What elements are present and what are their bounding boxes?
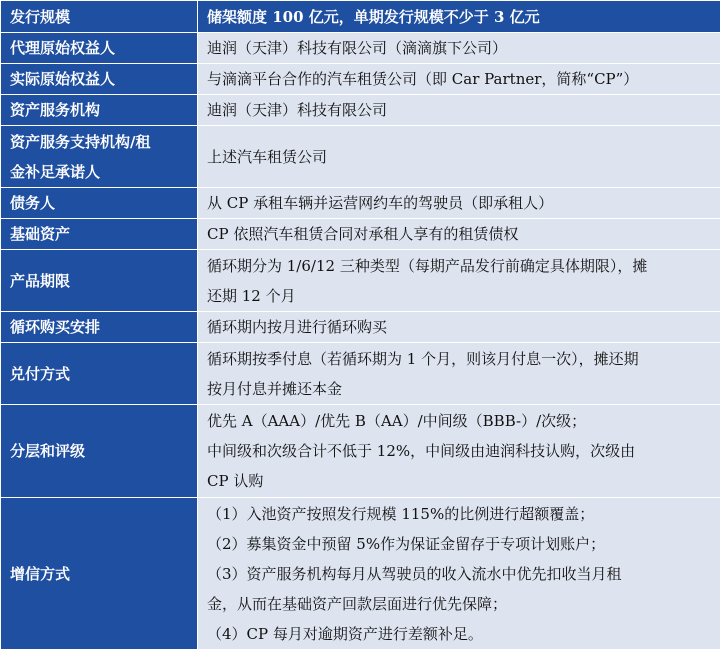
- value-line: 循环期按季付息（若循环期为 1 个月，则该月付息一次），摊还期: [207, 349, 639, 368]
- value-line: 还期 12 个月: [207, 286, 296, 305]
- row-underlying-assets: [1, 219, 721, 250]
- value-line: 迪润（天津）科技有限公司（滴滴旗下公司）: [207, 39, 508, 57]
- label-debtor: 债务人: [1, 188, 198, 219]
- row-tranching-rating: [1, 405, 721, 498]
- value-line: 优先 A（AAA）/优先 B（AA）/中间级（BBB-）/次级；: [207, 412, 587, 430]
- label-actual-originator: 实际原始权益人: [1, 64, 198, 95]
- label-asset-servicer: 资产服务机构: [1, 95, 198, 126]
- row-agent-originator: [1, 33, 721, 64]
- row-product-term: [1, 250, 721, 312]
- value-line: 从 CP 承租车辆并运营网约车的驾驶员（即承租人）: [207, 194, 554, 212]
- value-line: （3）资产服务机构每月从驾驶员的收入流水中优先扣收当月租: [207, 564, 622, 583]
- row-issue-size: [1, 1, 721, 33]
- value-agent-originator: [198, 33, 721, 64]
- value-line: 金，从而在基础资产回款层面进行优先保障；: [207, 594, 508, 613]
- value-revolving-purchase: [198, 312, 721, 343]
- value-line: CP 依照汽车租赁合同对承租人享有的租赁债权: [207, 225, 519, 243]
- value-issue-size: [198, 1, 721, 33]
- value-line: 上述汽车租赁公司: [207, 147, 328, 166]
- label-issue-size: 发行规模: [1, 1, 198, 33]
- label-payment-method: 兑付方式: [1, 343, 198, 405]
- value-credit-enhancement: [198, 498, 721, 650]
- value-line: 循环期分为 1/6/12 三种类型（每期产品发行前确定具体期限），摊: [207, 256, 648, 275]
- value-line: 按月付息并摊还本金: [207, 379, 343, 398]
- value-line: 与滴滴平台合作的汽车租赁公司（即 Car Partner，简称“CP”）: [207, 70, 639, 88]
- row-credit-enhancement: [1, 498, 721, 650]
- value-product-term: [198, 250, 721, 312]
- value-debtor: [198, 188, 721, 219]
- value-line: （1）入池资产按照发行规模 115%的比例进行超额覆盖；: [207, 504, 595, 523]
- label-revolving-purchase: 循环购买安排: [1, 312, 198, 343]
- value-line: （4）CP 每月对逾期资产进行差额补足。: [207, 624, 483, 643]
- row-debtor: [1, 188, 721, 219]
- label-underlying-assets: 基础资产: [1, 219, 198, 250]
- label-tranching-rating: 分层和评级: [1, 405, 198, 498]
- label-agent-originator: 代理原始权益人: [1, 33, 198, 64]
- value-line: 循环期内按月进行循环购买: [207, 318, 388, 336]
- value-line: 迪润（天津）科技有限公司: [207, 101, 388, 119]
- label-line: 资产服务支持机构/租: [10, 132, 151, 151]
- row-payment-method: [1, 343, 721, 405]
- label-line: 金补足承诺人: [10, 162, 101, 181]
- value-payment-method: [198, 343, 721, 405]
- value-tranching-rating: [198, 405, 721, 498]
- value-asset-servicer: [198, 95, 721, 126]
- value-servicer-support: [198, 126, 721, 188]
- row-actual-originator: [1, 64, 721, 95]
- row-servicer-support: [1, 126, 721, 188]
- row-revolving-purchase: [1, 312, 721, 343]
- label-product-term: 产品期限: [1, 250, 198, 312]
- row-asset-servicer: [1, 95, 721, 126]
- label-credit-enhancement: 增信方式: [1, 498, 198, 650]
- value-line: 储架额度 100 亿元，单期发行规模不少于 3 亿元: [207, 7, 540, 26]
- value-line: CP 认购: [207, 472, 264, 490]
- value-line: （2）募集资金中预留 5%作为保证金留存于专项计划账户；: [207, 534, 606, 553]
- label-servicer-support: [1, 126, 198, 188]
- value-actual-originator: [198, 64, 721, 95]
- value-line: 中间级和次级合计不低于 12%，中间级由迪润科技认购，次级由: [207, 442, 636, 460]
- value-underlying-assets: [198, 219, 721, 250]
